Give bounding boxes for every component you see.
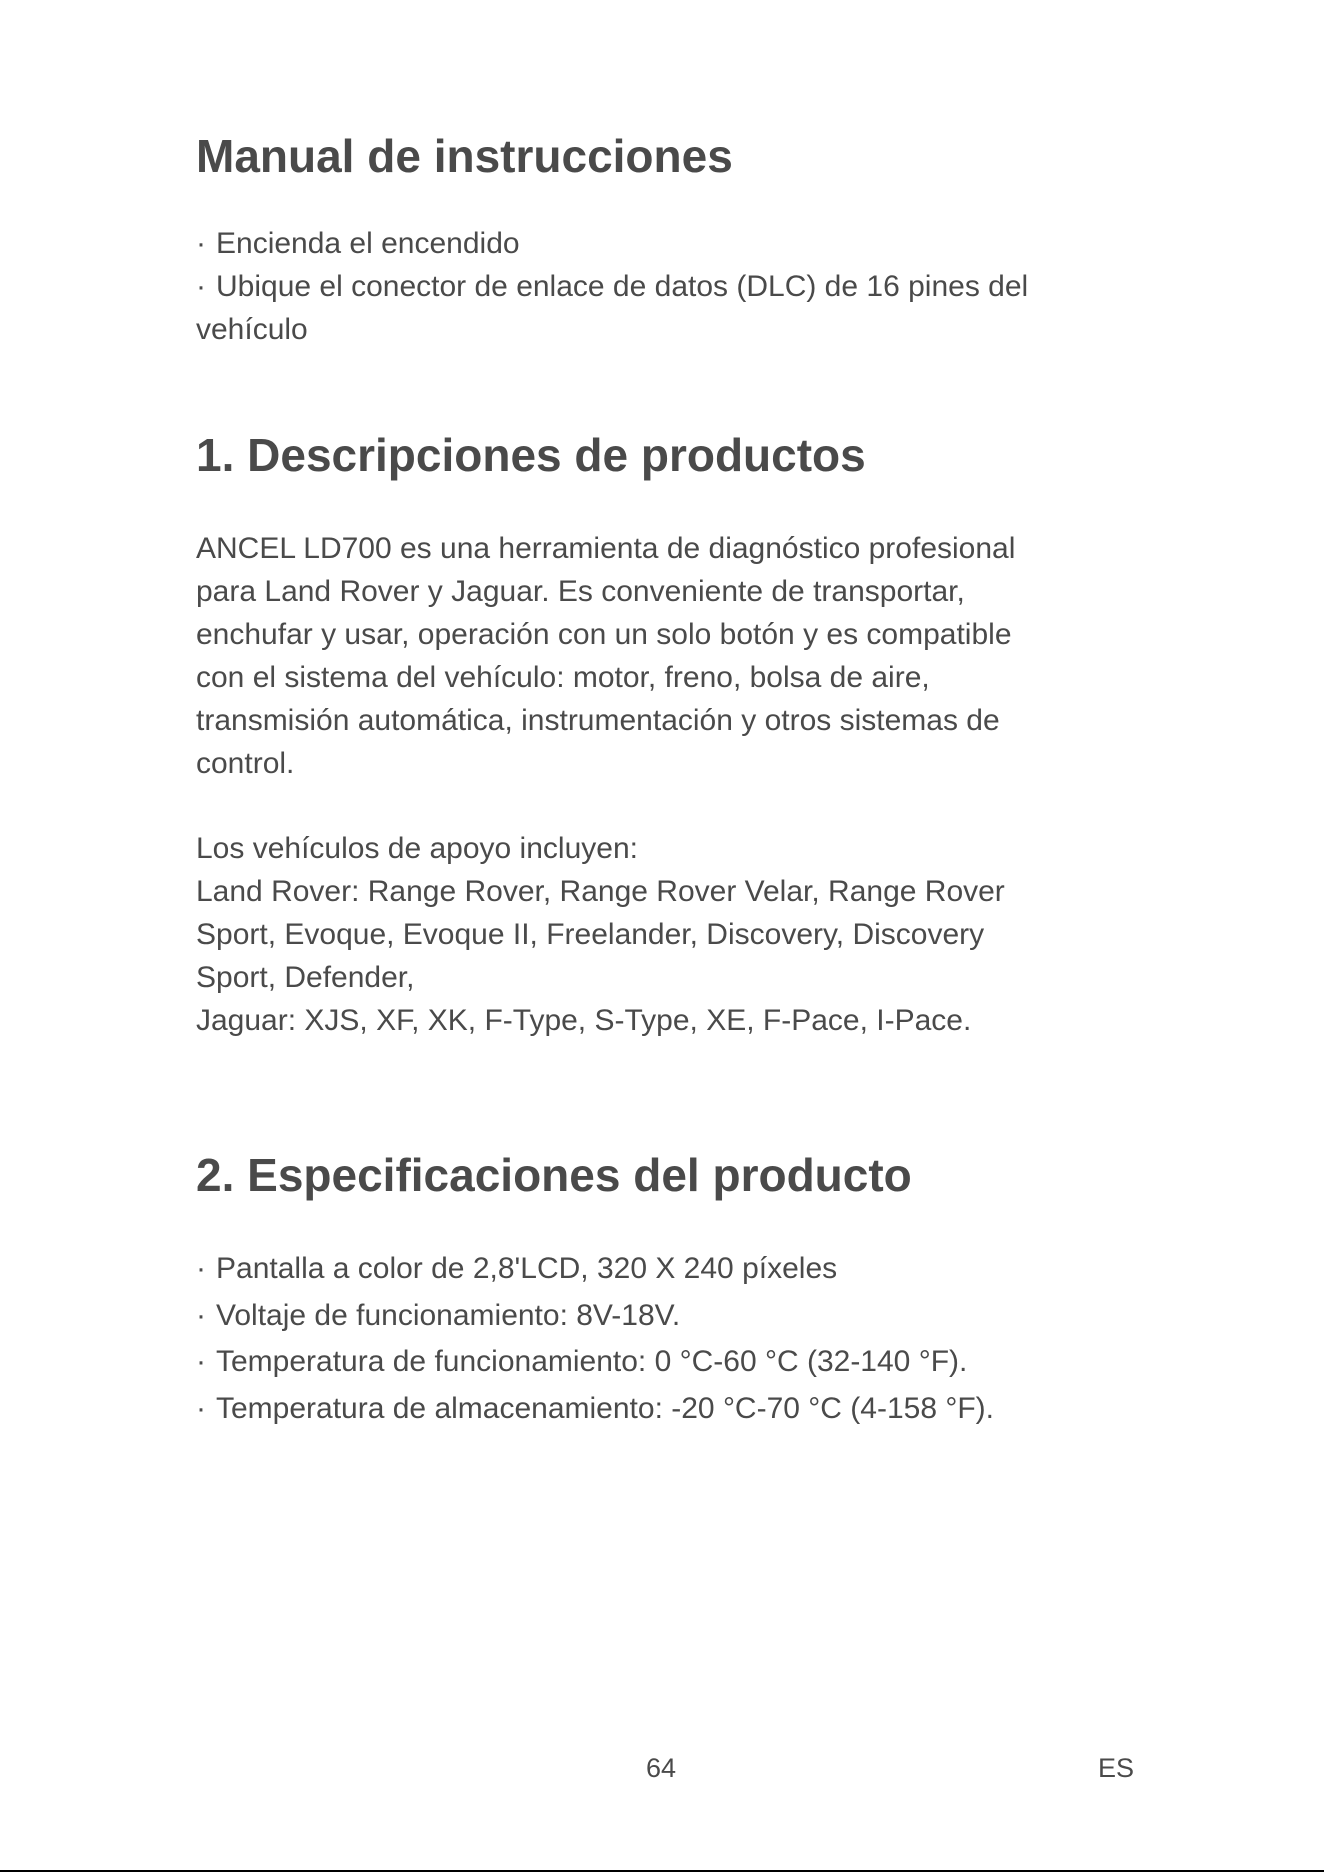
manual-title: Manual de instrucciones: [196, 130, 733, 182]
spec-item: · Temperatura de almacenamiento: -20 °C-70 °C (4-158 °F).: [196, 1391, 994, 1425]
specifications-list: [196, 1246, 1146, 1432]
vehicles-line: Sport, Evoque, Evoque II, Freelander, Discovery, Discovery: [196, 918, 985, 951]
descriptions-paragraph: [196, 527, 1146, 785]
vehicles-line: Land Rover: Range Rover, Range Rover Velar, Range Rover: [196, 875, 1005, 908]
paragraph-line: enchufar y usar, operación con un solo botón y es compatible: [196, 618, 1012, 651]
paragraph-line: ANCEL LD700 es una herramienta de diagnóstico profesional: [196, 532, 1016, 565]
manual-step: · Ubique el conector de enlace de datos (DLC) de 16 pines del: [196, 270, 1029, 303]
vehicles-line: Jaguar: XJS, XF, XK, F-Type, S-Type, XE, F-Pace, I-Pace.: [196, 1004, 972, 1037]
language-code: ES: [1098, 1753, 1135, 1783]
vehicles-line: Sport, Defender,: [196, 961, 415, 994]
spec-item: · Voltaje de funcionamiento: 8V-18V.: [196, 1298, 681, 1332]
manual-steps: [196, 222, 1146, 351]
descriptions-title: 1. Descripciones de productos: [196, 429, 866, 481]
specifications-title: 2. Especificaciones del producto: [196, 1149, 912, 1201]
paragraph-line: para Land Rover y Jaguar. Es conveniente de transportar,: [196, 575, 965, 608]
paragraph-line: control.: [196, 747, 295, 780]
paragraph-line: transmisión automática, instrumentación y otros sistemas de: [196, 704, 1000, 737]
paragraph-line: con el sistema del vehículo: motor, freno, bolsa de aire,: [196, 661, 930, 694]
manual-step: · Encienda el encendido: [196, 227, 520, 260]
vehicles-line: Los vehículos de apoyo incluyen:: [196, 832, 638, 865]
spec-item: · Pantalla a color de 2,8'LCD, 320 X 240 píxeles: [196, 1252, 838, 1285]
manual-step-continuation: vehículo: [196, 313, 308, 346]
spec-item: · Temperatura de funcionamiento: 0 °C-60 °C (32-140 °F).: [196, 1345, 968, 1378]
page-number: 64: [645, 1753, 677, 1783]
supported-vehicles: [196, 827, 1146, 1042]
